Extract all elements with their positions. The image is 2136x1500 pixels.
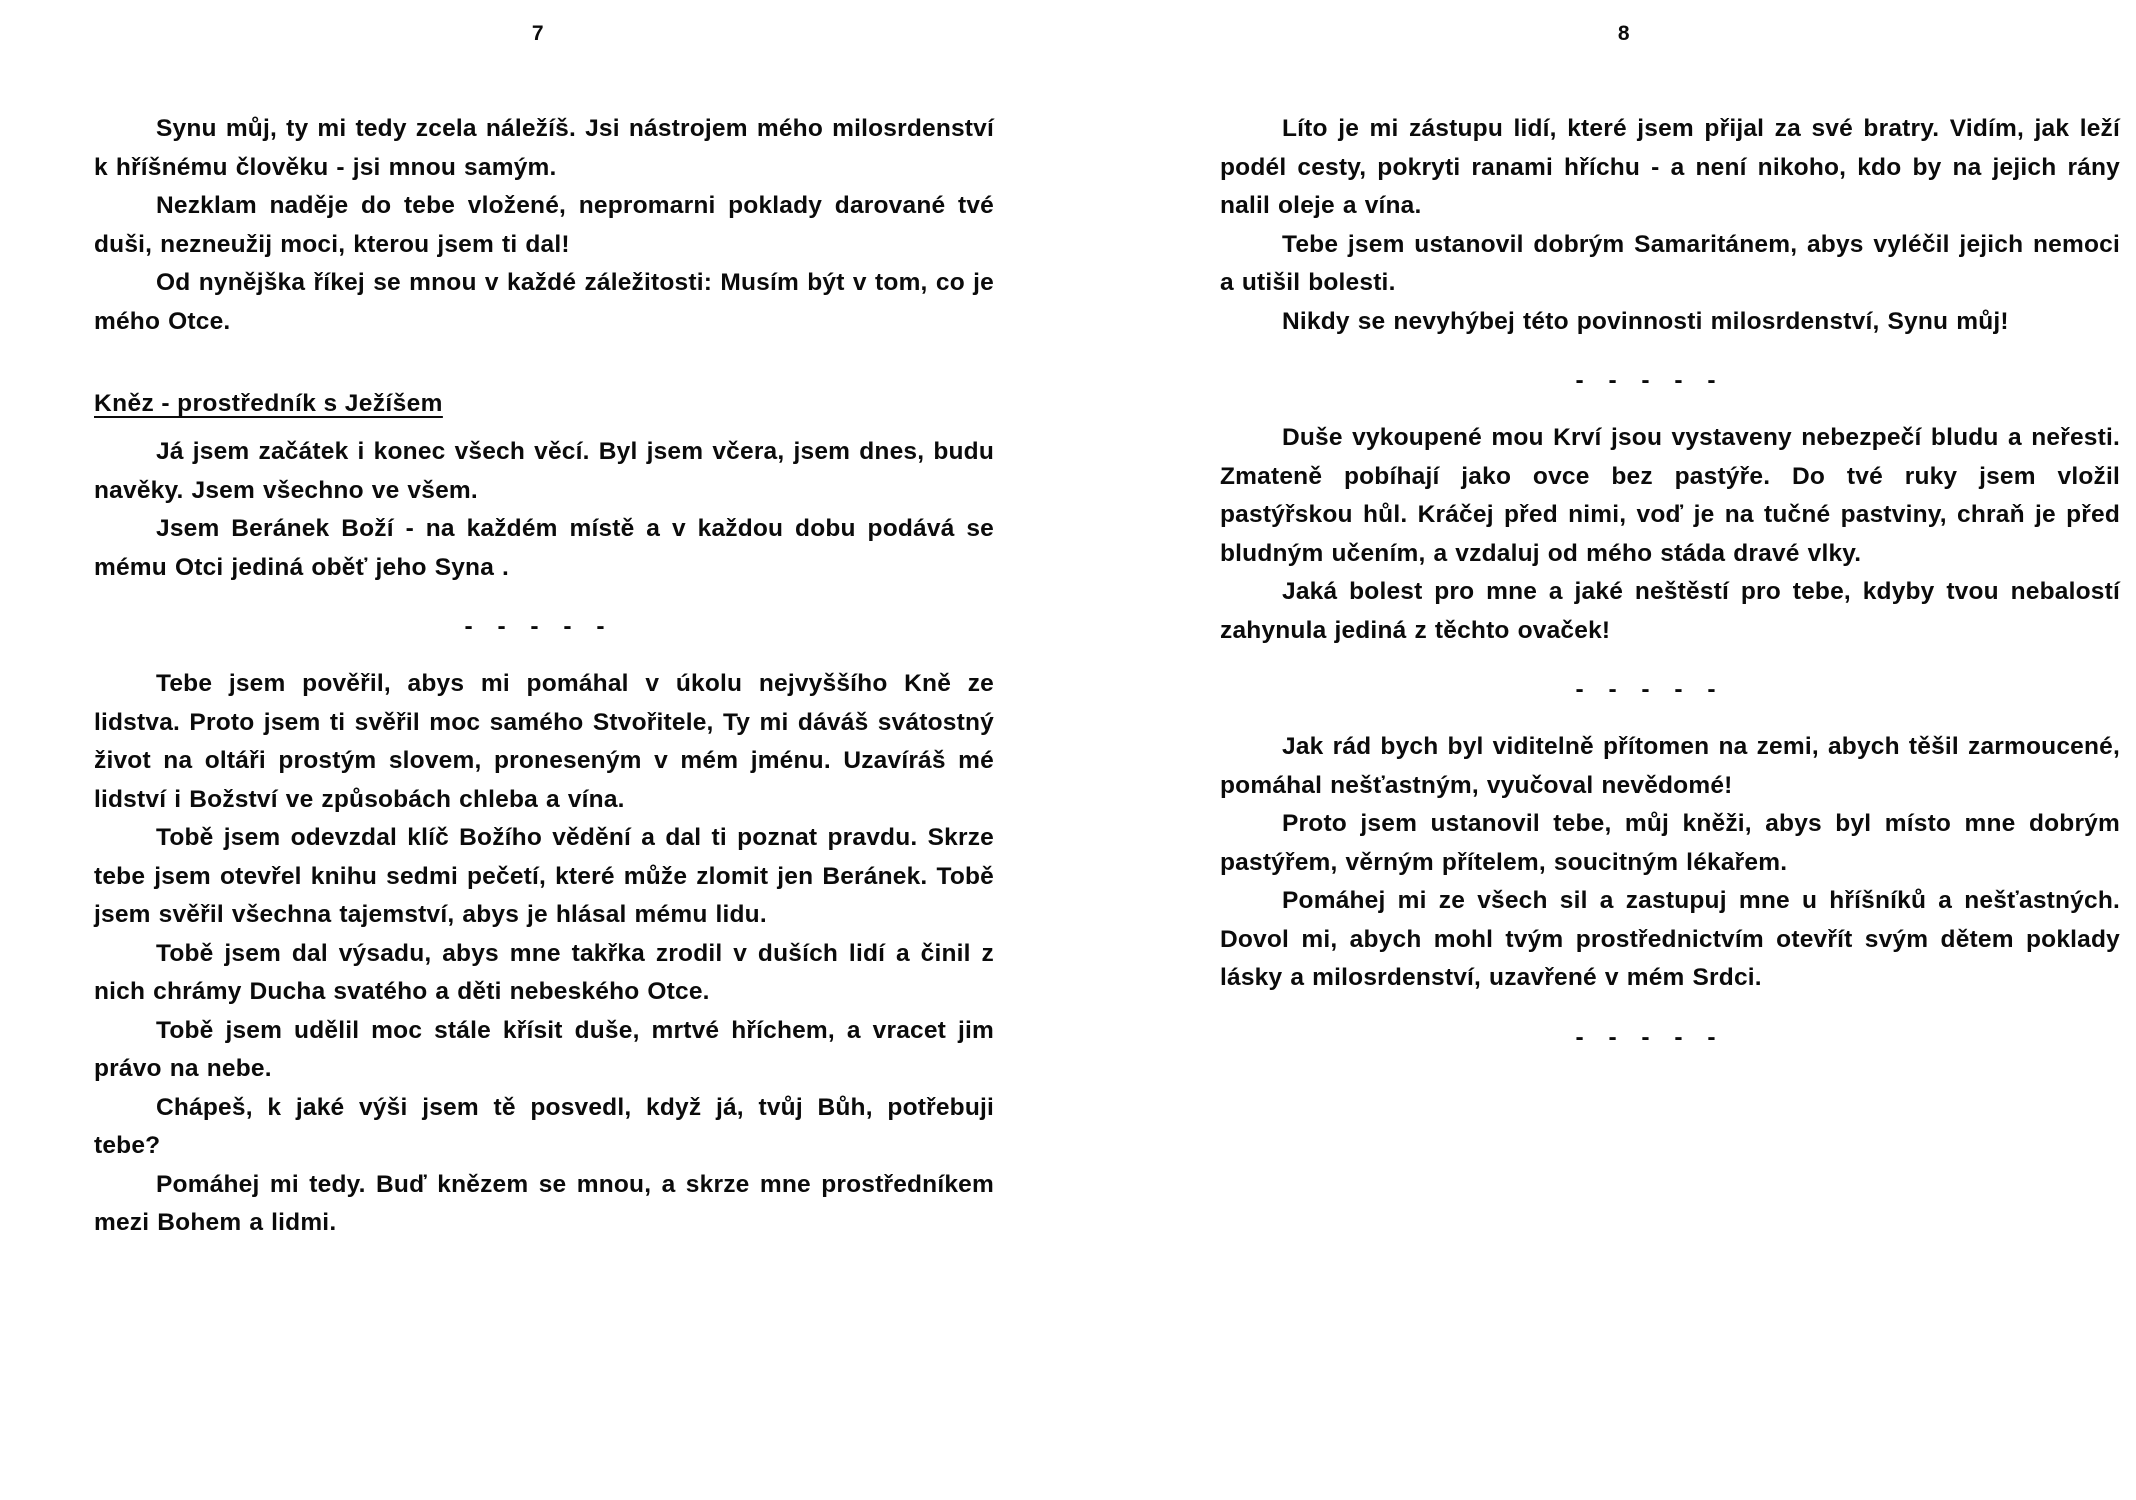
paragraph: Tobě jsem udělil moc stále křísit duše, mrtvé hříchem, a vracet jim právo na nebe. bbox=[94, 1016, 994, 1082]
paragraph: Synu můj, ty mi tedy zcela náležíš. Jsi nástrojem mého milosrdenství k hříšnému člověku - jsi mnou samým. bbox=[94, 115, 994, 181]
paragraph: Duše vykoupené mou Krví jsou vystaveny nebezpečí bludu a neřesti. Zmateně pobíhají jako ovce bez pastýře. Do tvé ruky jsem vložil pastýřskou hůl. Kráčej před nimi, voď je na tučné pastviny, chraň je před bludným učením, a vzdaluj od mého stáda dravé vlky. bbox=[1220, 424, 2120, 567]
paragraph: Tebe jsem ustanovil dobrým Samaritánem, abys vyléčil jejich nemoci a utišil bolesti. bbox=[1220, 230, 2120, 296]
paragraph: Jsem Beránek Boží - na každém místě a v každou dobu podává se mému Otci jediná oběť jeho Syna . bbox=[94, 515, 994, 581]
paragraph: Proto jsem ustanovil tebe, můj kněži, abys byl místo mne dobrým pastýřem, věrným přítelem, soucitným lékařem. bbox=[1220, 810, 2120, 876]
paragraph: Nezklam naděje do tebe vložené, nepromarni poklady darované tvé duši, nezneužij moci, kterou jsem ti dal! bbox=[94, 192, 994, 258]
paragraph: Tebe jsem pověřil, abys mi pomáhal v úkolu nejvyššího Kně ze lidstva. Proto jsem ti svěřil moc samého Stvořitele, Ty mi dáváš svátostný život na oltáři prostým slovem, proneseným v mém jménu. Uzavíráš mé lidství i Božství ve způsobách chleba a vína. bbox=[94, 670, 994, 813]
paragraph: Jak rád bych byl viditelně přítomen na zemi, abych těšil zarmoucené, pomáhal nešťastným, vyučoval nevědomé! bbox=[1220, 733, 2120, 799]
paragraph: Tobě jsem odevzdal klíč Božího vědění a dal ti poznat pravdu. Skrze tebe jsem otevřel knihu sedmi pečetí, které může zlomit jen Beránek. Tobě jsem svěřil všechna tajemství, abys je hlásal mému lidu. bbox=[94, 824, 994, 928]
paragraph: Pomáhej mi tedy. Buď knězem se mnou, a skrze mne prostředníkem mezi Bohem a lidmi. bbox=[94, 1170, 994, 1236]
text-column-left bbox=[94, 110, 994, 1243]
paragraph: Nikdy se nevyhýbej této povinnosti milosrdenství, Synu můj! bbox=[1282, 307, 2009, 335]
paragraph: Od nynějška říkej se mnou v každé záležitosti: Musím být v tom, co je mého Otce. bbox=[94, 269, 994, 335]
section-divider: - - - - - bbox=[1575, 676, 1725, 703]
paragraph: Pomáhej mi ze všech sil a zastupuj mne u hříšníků a nešťastných. Dovol mi, abych mohl tvým prostřednictvím otevřít svým dětem poklady lásky a milosrdenství, uzavřené v mém Srdci. bbox=[1220, 887, 2120, 991]
paragraph: Líto je mi zástupu lidí, které jsem přijal za své bratry. Vidím, jak leží podél cesty, pokryti ranami hříchu - a není nikoho, kdo by na jejich rány nalil oleje a vína. bbox=[1220, 115, 2120, 219]
page-number-right: 8 bbox=[1617, 22, 1631, 45]
section-divider: - - - - - bbox=[1575, 367, 1725, 394]
page-right bbox=[1068, 0, 2136, 1500]
section-divider: - - - - - bbox=[1575, 1023, 1725, 1051]
paragraph: Tobě jsem dal výsadu, abys mne takřka zrodil v duších lidí a činil z nich chrámy Ducha svatého a děti nebeského Otce. bbox=[94, 939, 994, 1005]
page-number-left: 7 bbox=[531, 22, 545, 45]
paragraph: Jaká bolest pro mne a jaké neštěstí pro tebe, kdyby tvou nebalostí zahynula jediná z těchto ovaček! bbox=[1220, 578, 2120, 644]
section-heading: Kněz - prostředník s Ježíšem bbox=[94, 390, 443, 417]
section-divider: - - - - - bbox=[464, 613, 614, 640]
paragraph: Chápeš, k jaké výši jsem tě posvedl, když já, tvůj Bůh, potřebuji tebe? bbox=[94, 1093, 994, 1159]
paragraph: Já jsem začátek i konec všech věcí. Byl jsem včera, jsem dnes, budu navěky. Jsem všechno ve všem. bbox=[94, 438, 994, 504]
text-column-right bbox=[1220, 110, 2120, 1052]
